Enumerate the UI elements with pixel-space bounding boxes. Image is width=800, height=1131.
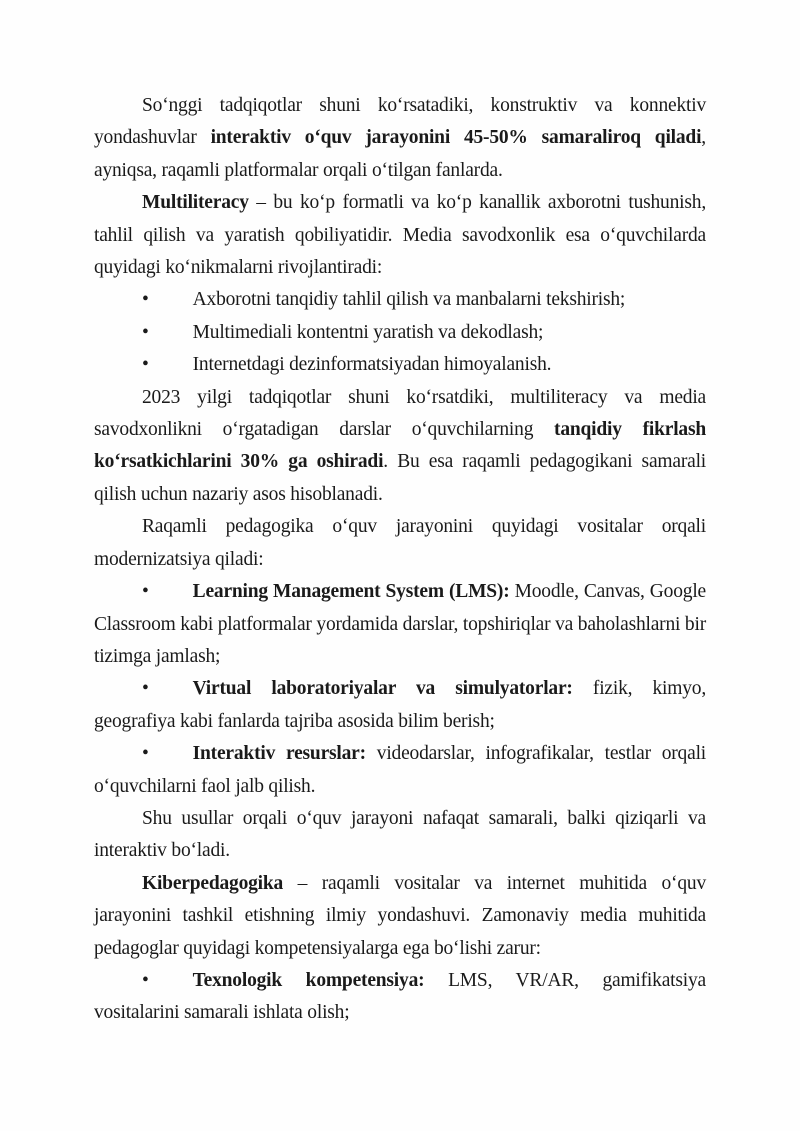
text-segment: Shu usullar orqali o‘quv jarayoni nafaqat samarali, balki qiziqarli va interaktiv bo‘ladi. — [94, 807, 706, 862]
text-segment: – raqamli vositalar va internet muhitida o‘quv jarayonini tashkil etishning ilmiy yondashuvi. Zamonaviy media muhitida pedagoglar quyidagi kompetensiyalarga ega bo‘lishi zarur: — [94, 872, 706, 959]
paragraph — [94, 868, 706, 965]
text-segment: Virtual laboratoriyalar va simulyatorlar: — [192, 678, 573, 700]
bullet-icon: • — [142, 354, 149, 376]
text-segment: LMS, VR/AR, gamifikatsiya vositalarini samarali ishlata olish; — [94, 969, 706, 1024]
bullet-item — [94, 349, 706, 381]
text-segment: So‘nggi tadqiqotlar shuni ko‘rsatadiki, konstruktiv va konnektiv yondashuvlar — [94, 95, 706, 149]
text-segment: 2023 yilgi tadqiqotlar shuni ko‘rsatdiki, multiliteracy va media savodxonlikni o‘rgatadigan darslar o‘quvchilarning — [94, 386, 706, 441]
paragraph — [94, 90, 706, 187]
bullet-item — [94, 738, 706, 803]
text-segment: Learning Management System (LMS): — [192, 581, 510, 603]
page-content — [94, 90, 706, 1030]
bullet-gap — [149, 985, 193, 986]
text-segment: Kiberpedagogika — [142, 872, 284, 894]
paragraph — [94, 511, 706, 576]
bullet-item — [94, 576, 706, 673]
bullet-gap — [149, 337, 193, 338]
bullet-icon: • — [142, 581, 149, 603]
text-segment: Raqamli pedagogika o‘quv jarayonini quyidagi vositalar orqali modernizatsiya qiladi: — [94, 516, 706, 570]
paragraph — [94, 803, 706, 868]
text-segment: Axborotni tanqidiy tahlil qilish va manbalarni tekshirish; — [192, 289, 626, 311]
text-segment: fizik, kimyo, geografiya kabi fanlarda tajriba asosida bilim berish; — [94, 678, 707, 732]
bullet-icon: • — [142, 678, 149, 700]
text-segment: Internetdagi dezinformatsiyadan himoyalanish. — [192, 354, 552, 376]
bullet-item — [94, 965, 706, 1030]
text-segment: , ayniqsa, raqamli platformalar orqali o‘tilgan fanlarda. — [94, 127, 706, 181]
text-segment: interaktiv o‘quv jarayonini 45-50% samaraliroq qiladi — [210, 127, 702, 149]
bullet-icon: • — [142, 289, 149, 311]
text-segment: – bu ko‘p formatli va ko‘p kanallik axborotni tushunish, tahlil qilish va yaratish qobiliyatidir. Media savodxonlik esa o‘quvchilarda quyidagi ko‘nikmalarni rivojlantiradi: — [94, 192, 706, 279]
text-segment: Moodle, Canvas, Google Classroom kabi platformalar yordamida darslar, topshiriqlar va baholashlarni bir tizimga jamlash; — [94, 581, 707, 667]
bullet-icon: • — [142, 321, 149, 343]
bullet-item — [94, 673, 706, 738]
bullet-gap — [149, 693, 193, 694]
text-segment: tanqidiy fikrlash ko‘rsatkichlarini 30% ga oshiradi — [94, 419, 706, 473]
bullet-item — [94, 284, 706, 316]
text-segment: videodarslar, infografikalar, testlar orqali o‘quvchilarni faol jalb qilish. — [94, 743, 707, 797]
text-segment: Interaktiv resurslar: — [192, 743, 366, 765]
bullet-gap — [149, 758, 193, 759]
bullet-icon: • — [142, 969, 149, 991]
text-segment: Texnologik kompetensiya: — [192, 969, 425, 991]
text-segment: Multimediali kontentni yaratish va dekodlash; — [192, 321, 544, 343]
text-segment: . Bu esa raqamli pedagogikani samarali qilish uchun nazariy asos hisoblanadi. — [94, 451, 707, 505]
bullet-icon: • — [142, 743, 149, 765]
text-segment: Multiliteracy — [142, 192, 249, 214]
bullet-gap — [149, 596, 193, 597]
bullet-item — [94, 317, 706, 349]
paragraph — [94, 187, 706, 284]
bullet-gap — [149, 304, 193, 305]
bullet-gap — [149, 369, 193, 370]
paragraph — [94, 382, 706, 512]
